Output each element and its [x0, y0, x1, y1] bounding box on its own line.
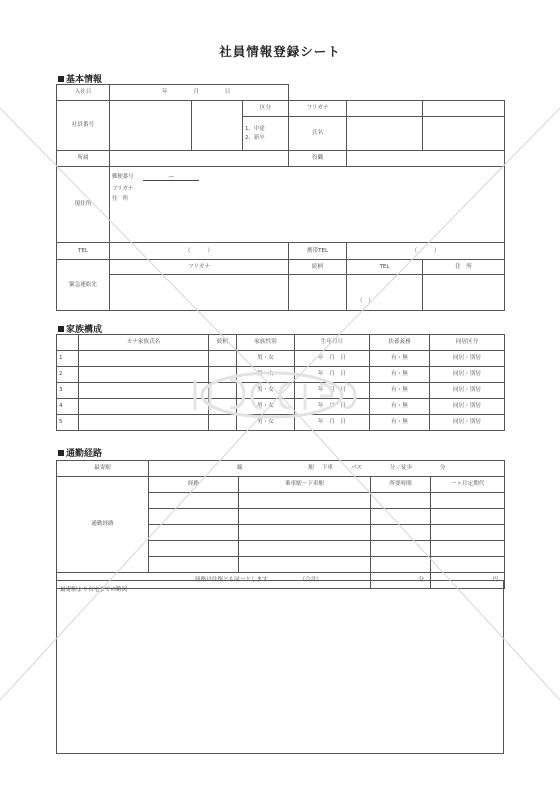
fare-cell[interactable]	[431, 509, 505, 525]
address-field[interactable]: 郵便番号 — フリガナ 住 所	[110, 167, 505, 243]
col-route: 経路	[149, 477, 239, 493]
family-relation-cell[interactable]	[209, 367, 237, 383]
family-sex-cell[interactable]: 男・女	[237, 399, 295, 415]
family-header-4: 生年月日	[295, 335, 370, 351]
family-dob-cell[interactable]: 年 月 日	[295, 383, 370, 399]
family-row-no: 2	[57, 367, 79, 383]
family-row-no: 5	[57, 415, 79, 431]
table-row	[57, 415, 505, 431]
time-cell[interactable]	[371, 525, 431, 541]
family-name-cell[interactable]	[79, 383, 209, 399]
square-bullet-icon	[58, 450, 64, 456]
total-fare-field[interactable]: 円	[431, 573, 505, 589]
fare-cell[interactable]	[431, 557, 505, 573]
emg-furigana-label: フリガナ	[110, 260, 289, 275]
route-cell[interactable]	[149, 541, 239, 557]
route-cell[interactable]	[149, 557, 239, 573]
nearest-station-field[interactable]: 線 駅 下車 バス 分／徒歩 分	[149, 461, 505, 477]
stations-cell[interactable]	[239, 557, 371, 573]
family-support-cell[interactable]: 有・無	[370, 383, 430, 399]
section-basic-heading: 基本情報	[58, 72, 102, 85]
family-sex-cell[interactable]: 男・女	[237, 351, 295, 367]
family-row-no: 4	[57, 399, 79, 415]
mobile-field[interactable]: （ ）	[347, 243, 505, 260]
mobile-label: 携帯TEL	[289, 243, 347, 260]
category-label: 区分	[243, 101, 289, 117]
col-time: 所要時間	[371, 477, 431, 493]
family-dob-cell[interactable]: 年 月 日	[295, 367, 370, 383]
family-dob-cell[interactable]: 年 月 日	[295, 351, 370, 367]
family-living-cell[interactable]: 同居・別居	[430, 399, 505, 415]
home-map-box[interactable]	[56, 580, 504, 754]
family-sex-cell[interactable]: 男・女	[237, 415, 295, 431]
position-label: 役職	[289, 151, 347, 167]
family-name-cell[interactable]	[79, 415, 209, 431]
basic-info-table	[56, 84, 505, 311]
postal-line: 郵便番号 —	[112, 173, 502, 182]
family-support-cell[interactable]: 有・無	[370, 351, 430, 367]
family-name-cell[interactable]	[79, 351, 209, 367]
address-label: 現住所	[57, 167, 110, 243]
family-header-6: 同居区分	[430, 335, 505, 351]
stations-cell[interactable]	[239, 493, 371, 509]
employee-no-label: 社員番号	[57, 101, 110, 151]
tel-label: TEL	[57, 243, 110, 260]
dept-field[interactable]	[110, 151, 289, 167]
family-support-cell[interactable]: 有・無	[370, 399, 430, 415]
map-label: 最寄駅より自宅までの略図	[60, 587, 128, 593]
family-relation-cell[interactable]	[209, 399, 237, 415]
fare-cell[interactable]	[431, 525, 505, 541]
tel-field[interactable]: （ ）	[110, 243, 289, 260]
family-relation-cell[interactable]	[209, 383, 237, 399]
family-header-0	[57, 335, 79, 351]
family-header-2: 続柄	[209, 335, 237, 351]
emg-address-label: 住 所	[423, 260, 505, 275]
family-dob-cell[interactable]: 年 月 日	[295, 415, 370, 431]
route-cell[interactable]	[149, 509, 239, 525]
table-row	[57, 383, 505, 399]
family-living-cell[interactable]: 同居・別居	[430, 415, 505, 431]
emg-address-field[interactable]	[423, 275, 505, 311]
section-family-heading: 家族構成	[58, 322, 102, 335]
col-fare: 一ヶ月定期代	[431, 477, 505, 493]
family-living-cell[interactable]: 同居・別居	[430, 351, 505, 367]
table-row	[57, 367, 505, 383]
time-cell[interactable]	[371, 541, 431, 557]
route-cell[interactable]	[149, 493, 239, 509]
stations-cell[interactable]	[239, 541, 371, 557]
family-row-no: 3	[57, 383, 79, 399]
emg-name-field[interactable]	[110, 275, 289, 311]
section-commute-heading: 通勤経路	[58, 446, 102, 459]
route-label: 通勤経路	[57, 477, 149, 573]
table-row	[57, 351, 505, 367]
position-field[interactable]	[347, 151, 505, 167]
family-support-cell[interactable]: 有・無	[370, 367, 430, 383]
family-name-cell[interactable]	[79, 399, 209, 415]
commute-table	[56, 460, 505, 589]
family-living-cell[interactable]: 同居・別居	[430, 383, 505, 399]
fare-cell[interactable]	[431, 541, 505, 557]
time-cell[interactable]	[371, 557, 431, 573]
family-table	[56, 334, 505, 431]
time-cell[interactable]	[371, 493, 431, 509]
square-bullet-icon	[58, 76, 64, 82]
stations-cell[interactable]	[239, 525, 371, 541]
hire-date-label: 入社日	[57, 85, 110, 101]
furigana-label: フリガナ	[289, 101, 347, 117]
nearest-station-label: 最寄駅	[57, 461, 149, 477]
family-sex-cell[interactable]: 男・女	[237, 383, 295, 399]
emg-relation-field[interactable]	[289, 275, 347, 311]
family-header-3: 家族性別	[237, 335, 295, 351]
name-field[interactable]	[347, 117, 423, 151]
square-bullet-icon	[58, 326, 64, 332]
family-name-cell[interactable]	[79, 367, 209, 383]
name-label: 氏名	[289, 117, 347, 151]
family-living-cell[interactable]: 同居・別居	[430, 367, 505, 383]
family-relation-cell[interactable]	[209, 351, 237, 367]
family-header-1: カナ家族氏名	[79, 335, 209, 351]
hire-date-field[interactable]: 年 月 日	[110, 85, 289, 101]
emg-relation-label: 続柄	[289, 260, 347, 275]
emergency-label: 緊急連絡先	[57, 260, 110, 311]
time-cell[interactable]	[371, 509, 431, 525]
family-relation-cell[interactable]	[209, 415, 237, 431]
commute-total-row: 経路は往復とも同一とします （合計）	[57, 573, 371, 589]
page-title: 社員情報登録シート	[219, 44, 341, 59]
family-row-no: 1	[57, 351, 79, 367]
family-dob-cell[interactable]: 年 月 日	[295, 399, 370, 415]
fare-cell[interactable]	[431, 493, 505, 509]
family-header-5: 扶養義務	[370, 335, 430, 351]
category-options[interactable]: 1、中途 2、新卒	[243, 117, 289, 151]
route-cell[interactable]	[149, 525, 239, 541]
employee-no-field[interactable]	[110, 101, 192, 151]
family-sex-cell[interactable]: 男・女	[237, 367, 295, 383]
furigana-field[interactable]	[347, 101, 423, 117]
emg-tel-field[interactable]: （ ）	[347, 275, 423, 311]
emg-tel-label: TEL	[347, 260, 423, 275]
family-support-cell[interactable]: 有・無	[370, 415, 430, 431]
stations-cell[interactable]	[239, 509, 371, 525]
col-stations: 乗車駅〜下車駅	[239, 477, 371, 493]
dept-label: 所属	[57, 151, 110, 167]
total-time-field[interactable]: 分	[371, 573, 431, 589]
table-row	[57, 399, 505, 415]
